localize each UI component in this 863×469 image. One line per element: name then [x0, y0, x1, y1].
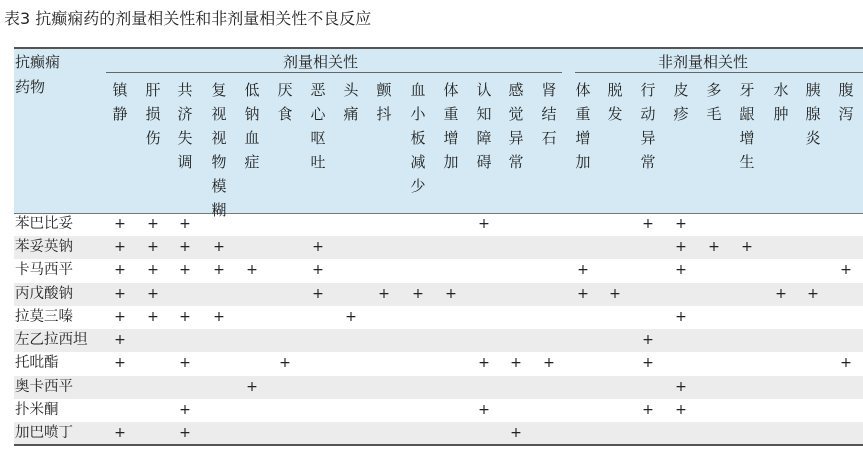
column-header: 共 济 失 调	[177, 81, 193, 171]
table-row	[14, 399, 863, 422]
column-header: 腹 泻	[838, 81, 854, 123]
table-row	[14, 329, 863, 352]
table-row	[14, 259, 863, 282]
reaction-mark: +	[246, 262, 258, 278]
reaction-mark: +	[147, 239, 159, 255]
table-top-rule	[14, 47, 863, 49]
reaction-mark: +	[147, 216, 159, 232]
column-header: 复 视 视 物 模 糊	[211, 81, 227, 219]
column-header: 水 肿	[773, 81, 789, 123]
reaction-mark: +	[114, 425, 126, 441]
column-header: 多 毛	[706, 81, 722, 123]
reaction-mark: +	[675, 402, 687, 418]
table-bottom-rule	[14, 444, 863, 446]
drug-name: 奥卡西平	[15, 379, 73, 395]
reaction-mark: +	[412, 286, 424, 302]
table-row	[14, 376, 863, 399]
drug-name: 加巴喷丁	[15, 425, 73, 441]
reaction-mark: +	[114, 355, 126, 371]
drug-name: 拉莫三嗪	[15, 309, 73, 325]
reaction-mark: +	[114, 332, 126, 348]
reaction-mark: +	[179, 402, 191, 418]
column-header: 血 小 板 减 少	[410, 81, 426, 195]
column-header: 肾 结 石	[541, 81, 557, 147]
column-header: 头 痛	[343, 81, 359, 123]
reaction-mark: +	[543, 355, 555, 371]
column-header: 体 重 增 加	[443, 81, 459, 171]
table-row	[14, 422, 863, 445]
reaction-mark: +	[246, 379, 258, 395]
table-row	[14, 283, 863, 306]
column-header: 恶 心 呕 吐	[310, 81, 326, 171]
reaction-mark: +	[312, 262, 324, 278]
reaction-mark: +	[147, 309, 159, 325]
column-header: 感 觉 异 常	[508, 81, 524, 171]
table-row	[14, 213, 863, 236]
reaction-mark: +	[642, 332, 654, 348]
column-header: 认 知 障 碍	[476, 81, 492, 171]
reaction-mark: +	[708, 239, 720, 255]
reaction-mark: +	[741, 239, 753, 255]
reaction-mark: +	[807, 286, 819, 302]
reaction-mark: +	[312, 239, 324, 255]
reaction-mark: +	[114, 262, 126, 278]
column-header: 厌 食	[277, 81, 293, 123]
drug-name: 苯妥英钠	[15, 239, 73, 255]
table-row	[14, 352, 863, 375]
reaction-mark: +	[510, 425, 522, 441]
table-row	[14, 306, 863, 329]
column-header: 肝 损 伤	[145, 81, 161, 147]
reaction-mark: +	[179, 425, 191, 441]
drug-name: 苯巴比妥	[15, 216, 73, 232]
reaction-mark: +	[675, 239, 687, 255]
reaction-mark: +	[213, 309, 225, 325]
reaction-mark: +	[675, 216, 687, 232]
drug-name: 托吡酯	[15, 355, 59, 371]
header-bottom-rule	[14, 213, 863, 214]
reaction-mark: +	[179, 216, 191, 232]
column-header: 体 重 增 加	[575, 81, 591, 171]
reaction-mark: +	[179, 309, 191, 325]
drug-name: 扑米酮	[15, 402, 59, 418]
reaction-mark: +	[213, 262, 225, 278]
column-header: 皮 疹	[673, 81, 689, 123]
column-header: 低 钠 血 症	[244, 81, 260, 171]
reaction-mark: +	[642, 355, 654, 371]
reaction-mark: +	[378, 286, 390, 302]
reaction-mark: +	[478, 355, 490, 371]
reaction-mark: +	[179, 239, 191, 255]
reaction-mark: +	[445, 286, 457, 302]
drug-column-header-line1: 抗癫痫	[15, 53, 61, 71]
reaction-mark: +	[213, 239, 225, 255]
reaction-mark: +	[114, 239, 126, 255]
reaction-mark: +	[675, 262, 687, 278]
column-header: 脱 发	[607, 81, 623, 123]
reaction-mark: +	[675, 379, 687, 395]
reaction-mark: +	[279, 355, 291, 371]
drug-name: 左乙拉西坦	[15, 332, 88, 348]
column-header: 镇 静	[112, 81, 128, 123]
reaction-mark: +	[478, 216, 490, 232]
column-header: 牙 龈 增 生	[739, 81, 755, 171]
reaction-mark: +	[179, 262, 191, 278]
reaction-mark: +	[577, 286, 589, 302]
drug-column-header-line2: 药物	[15, 78, 46, 96]
reaction-mark: +	[642, 402, 654, 418]
reaction-mark: +	[478, 402, 490, 418]
reaction-mark: +	[840, 262, 852, 278]
reaction-mark: +	[114, 216, 126, 232]
reaction-mark: +	[147, 262, 159, 278]
nondose-group-underline	[575, 72, 863, 73]
table-row	[14, 236, 863, 259]
reaction-mark: +	[840, 355, 852, 371]
reaction-mark: +	[577, 262, 589, 278]
drug-name: 丙戊酸钠	[15, 286, 73, 302]
drug-name: 卡马西平	[15, 262, 73, 278]
reaction-mark: +	[312, 286, 324, 302]
reaction-mark: +	[510, 355, 522, 371]
dose-related-group-header: 剂量相关性	[283, 53, 359, 71]
column-header: 颤 抖	[376, 81, 392, 123]
reaction-mark: +	[675, 309, 687, 325]
reaction-mark: +	[609, 286, 621, 302]
reaction-mark: +	[179, 355, 191, 371]
reaction-mark: +	[775, 286, 787, 302]
column-header: 胰 腺 炎	[805, 81, 821, 147]
non-dose-related-group-header: 非剂量相关性	[658, 53, 749, 71]
column-header: 行 动 异 常	[640, 81, 656, 171]
dose-group-underline	[106, 72, 562, 73]
reaction-mark: +	[642, 216, 654, 232]
reaction-mark: +	[147, 286, 159, 302]
table-caption: 表3 抗癫痫药的剂量相关性和非剂量相关性不良反应	[4, 9, 372, 28]
reaction-mark: +	[114, 286, 126, 302]
reaction-mark: +	[345, 309, 357, 325]
reaction-mark: +	[114, 309, 126, 325]
